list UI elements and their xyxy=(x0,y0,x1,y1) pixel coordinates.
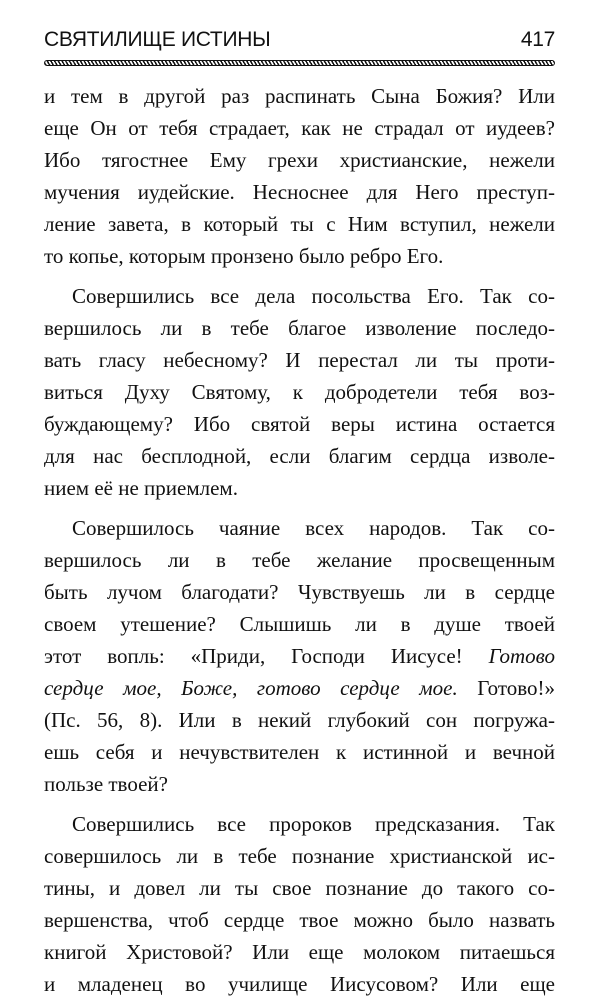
text-line xyxy=(44,640,555,672)
text-line xyxy=(44,968,555,1000)
text-line xyxy=(44,280,555,312)
text-line xyxy=(44,608,555,640)
text-segment: пользе твоей? xyxy=(44,772,168,796)
text-segment: виться Духу Святому, к добродетели тебя воз- xyxy=(44,380,555,404)
text-line xyxy=(44,208,555,240)
text-line xyxy=(44,176,555,208)
text-segment: (Пс. 56, 8). Или в некий глубокий сон погружа- xyxy=(44,708,555,732)
text-line xyxy=(44,240,555,272)
text-segment: нием её не приемлем. xyxy=(44,476,238,500)
text-line xyxy=(44,408,555,440)
text-line xyxy=(44,808,555,840)
text-line xyxy=(44,144,555,176)
text-line xyxy=(44,936,555,968)
text-line xyxy=(44,512,555,544)
text-segment: еще Он от тебя страдает, как не страдал от иудеев? xyxy=(44,116,555,140)
running-title: СВЯТИЛИЩЕ ИСТИНЫ xyxy=(44,28,271,51)
text-segment: Готово!» xyxy=(457,676,555,700)
text-line xyxy=(44,840,555,872)
page-number: 417 xyxy=(520,28,555,51)
text-segment: совершилось ли в тебе познание христианской ис- xyxy=(44,844,555,868)
text-segment: вершенства, чтоб сердце твое можно было назвать xyxy=(44,908,555,932)
text-line xyxy=(44,440,555,472)
paragraph xyxy=(44,80,555,272)
text-segment: быть лучом благодати? Чувствуешь ли в сердце xyxy=(44,580,555,604)
text-segment: этот вопль: «Приди, Господи Иисусе! xyxy=(44,644,489,668)
text-segment: ешь себя и нечувствителен к истинной и вечной xyxy=(44,740,555,764)
body-text xyxy=(44,80,555,1008)
text-segment: книгой Христовой? Или еще молоком питаешься xyxy=(44,940,555,964)
text-segment: и тем в другой раз распинать Сына Божия? Или xyxy=(44,84,555,108)
text-segment: для нас бесплодной, если благим сердца изволе- xyxy=(44,444,555,468)
text-segment: Совершилось чаяние всех народов. Так со- xyxy=(72,516,555,540)
paragraph xyxy=(44,280,555,504)
text-line xyxy=(44,704,555,736)
running-header xyxy=(44,20,555,52)
italic-quote: Готово xyxy=(488,644,555,668)
text-line xyxy=(44,376,555,408)
text-segment: ление завета, в который ты с Ним вступил, нежели xyxy=(44,212,555,236)
text-segment: Совершились все пророков предсказания. Так xyxy=(72,812,555,836)
paragraph xyxy=(44,512,555,800)
text-segment: вершилось ли в тебе благое изволение последо- xyxy=(44,316,555,340)
text-line xyxy=(44,672,555,704)
text-line xyxy=(44,904,555,936)
text-segment: своем утешение? Слышишь ли в душе твоей xyxy=(44,612,555,636)
text-line xyxy=(44,872,555,904)
text-segment: Ибо тягостнее Ему грехи христианские, нежели xyxy=(44,148,555,172)
text-segment: Совершились все дела посольства Его. Так со- xyxy=(72,284,555,308)
italic-quote: сердце мое, Боже, готово сердце мое. xyxy=(44,676,458,700)
text-line xyxy=(44,344,555,376)
text-line xyxy=(44,576,555,608)
text-line xyxy=(44,312,555,344)
text-segment: вать гласу небесному? И перестал ли ты проти- xyxy=(44,348,555,372)
text-line xyxy=(44,112,555,144)
text-line xyxy=(44,472,555,504)
text-segment: и младенец во училище Иисусовом? Или еще xyxy=(44,972,555,996)
text-segment: вершилось ли в тебе желание просвещенным xyxy=(44,548,555,572)
text-segment: буждающему? Ибо святой веры истина остается xyxy=(44,412,555,436)
paragraph xyxy=(44,808,555,1000)
text-segment: то копье, которым пронзено было ребро Его. xyxy=(44,244,444,268)
text-line xyxy=(44,768,555,800)
decorative-rope-rule xyxy=(44,60,555,66)
text-line xyxy=(44,736,555,768)
text-line xyxy=(44,80,555,112)
text-line xyxy=(44,544,555,576)
text-segment: мучения иудейские. Несноснее для Него преступ- xyxy=(44,180,555,204)
text-segment: тины, и довел ли ты свое познание до такого со- xyxy=(44,876,555,900)
